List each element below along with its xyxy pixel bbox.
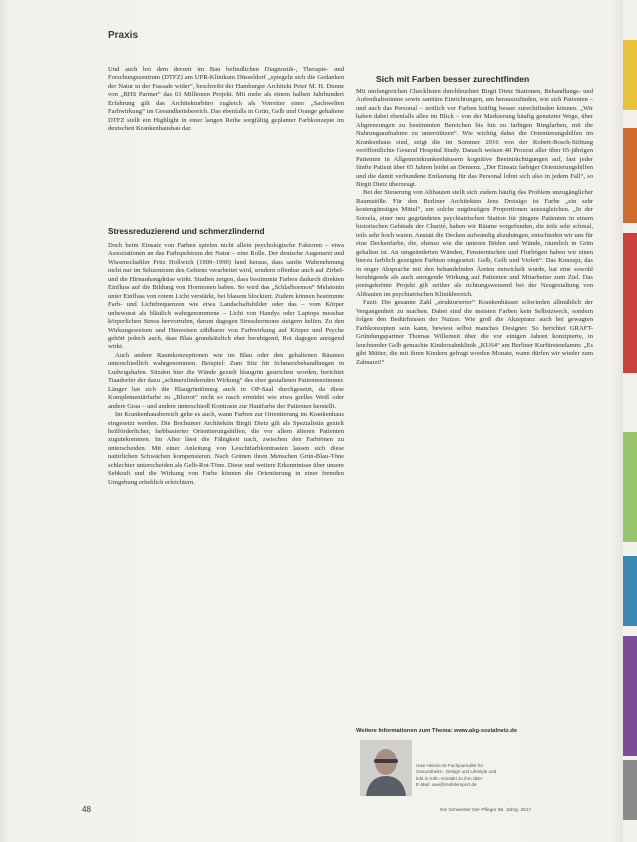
right-paragraph-3: Fazit: Die gesamte Zahl „strukturierter“ Krankenhäuser schwinden allmählich der Vergangenheit zu machen. Dabei sind die meisten Farben kein Selbstzweck, sondern folgen den Bedürfnissen der Nutzer. Wie groß die Akzeptanz auch bei gewagten Farbkonzepten sein kann, bewiest selbst manches Designer. So berichtet GRAFT-Gründungspartner Thomas Willemeit über die vor einigen Jahren konzipierte, in leuchtender Gelb gemachte Kinderzahnklinik „KU64“ am Berliner Kurfürstendamm: „Es gibt Mütter, die mit ihren Kindern gefragt worden Monate, wann dürfen wir wieder zum Zahnarzt!“ [356,299,593,366]
author-bio-line-3: lebt in Köln. Kontakt zu ihm über [416,775,483,781]
author-bio [416,763,581,788]
right-column [356,88,593,367]
color-tab-blue [623,556,637,626]
left-paragraph-1: Und auch bei dem derzeit im Bau befindlichen Diagnostik-, Therapie- und Forschungszentrum (DTFZ) am UPR-Klinikum Düsseldorf „spiegeln sich die Gedanken der Natur in der Fassade wider“, beschreibt der Hamburger Architekt Peter M. H. Dunne von „BHS Partner“ das 63 Millionen Projekt. Mit mehr als einem halben Jahrhundert Erfahrung gilt das Architekturbüro zugleich als Vorreiter einer „Sachwelten Farbwirkung“ im Gesundheitsbereich. Das ebenfalls in Grün, Gelb und Orange gehaltene DTFZ stellt ein Highlight in einer langen Reihe sorgfältig geplanter Farbkonzepte im deutschen Krankenhausbau dar. [108,66,344,133]
left-paragraph-2: Doch beim Einsatz von Farben spielen nicht allein psychologische Faktoren – etwa Assoziationen an das Farbspektrum der Natur – eine Rolle. Der deutsche Augenarzt und Wissenschaftler Fritz Hollwich (1909–1990) fand heraus, dass sanfte Wahrnehmung nicht nur im Sehzentrum des Gehirns verarbeitet wird, sondern offenbar auch auf Zirbel- und die Hirnanhangdrüse wirkt. Studien zeigen, dass bestimmte Farben dadurch direkten Einfluss auf die Bildung von Hormonen haben. So wird das „Schlafhormon“ Melatonin unter Einfluss von rotem Licht verstärkt, bei blauem blockiert. Zudem können bestimmte Farb- und Lichtfrequenzen wie etwa Landschaftsbilder oder das – vom Körper unbewusst als bläulich wahrgenommene – Licht von Handys oder Laptops messbar körperlichen Stress hervorrufen, darum dagegen Stresshormone steigern helfen. Zu den Wirkungsweisen und Hinweisen zählbarer von Farbwirkung auf Körper und Psyche gehört jedoch auch, dass Blau grundsätzlich eher beruhigend, Rot dagegen anregend wirkt. [108,242,344,351]
subheading-farben: Sich mit Farben besser zurechtfinden [376,74,530,84]
page-edge-shadow [612,0,623,842]
page-gutter-shadow [0,0,8,842]
color-tab-purple [623,636,637,756]
page-number: 48 [82,805,91,814]
author-bio-line-1: Uwe Heinze ist Fachjournalist für [416,763,484,768]
author-photo [360,740,412,796]
section-label: Praxis [108,30,139,41]
color-tab-yellow [623,40,637,110]
publication-footer: Die Schwester Der Pfleger 56. Jahrg. 2017 [440,808,532,813]
left-paragraph-3: Auch andere Raumkonzeptionen wie im Blau oder den gehaltenen Räumen unterschiedlich wahrgenommen. Beispiel: Zum Sitz für Schmerzbehandlungen in Ludwigshafen. Sitzden hier die Wände gezielt blaugrün gestrichen worden, berichtet Tiaadorfer der dazu „schmerzlindernden Wirkung“ des eher gestalteten Patientenzimmer. Länger hat sich die Blaugrüntönung auch in OP-Saal durchgesetzt, da diese Komplementärfarbe zu „Blutrot“ nicht so rasch ermüdet wie etwa grelles Weiß oder andere Grau – und andere unterschiedl Kontraste zur Hautfarbe der Patienten herstellt. [108,351,344,410]
author-bio-line-2: Gesundheits-, Design und Lifestyle und [416,769,497,775]
color-tab-grey [623,760,637,820]
right-paragraph-2: Bei der Steuerung von Altbauten stellt sich zudem häufig das Problem unzugänglicher Raumstöße. Für den Berliner Architekten Jens Dreisigo ist Farbe „ein sehr kostengünstiges Mittel“, um solche ungünstigen Proportionen auszugleichen. „In der Sorsela, einer neu gegründeten psychiatrischen Station für jüngere Patienten in einem historischen Gebäude der Charité, haben wir Räume vorgefunden, die teils sehr schmal, teils sehr hoch waren. Anstatt die Decken aufwändig abzuhängen, entschieden wir uns für eine Deckenfarbe, die, ebenso wie die unteren Böden und Wände, räumlich in Grün gehalten ist. An umgeänderten Wänden, Fensternischen und Flurbögen haben wir einen hierzu farblich gezeigten Farbton eingesetzt: Gelb, Gelb und Violett“. Das Konzept, das in enger Absprache mit den behandelnden Ärzten entwickelt wurde, hat eine sowohl beruhigende als auch anregende Wirkung auf Patienten und Mitarbeiter zum Ziel. Das preisgekrönte Projekt gilt seither als richtungsweisend bei der Neugestaltung von Altbauten im psychiatrischen Klinikbereich. [356,189,593,298]
left-column [108,66,344,134]
more-info-link[interactable]: Weitere Informationen zum Thema: www.akg-sozialnetz.de [356,728,518,734]
color-tab-red [623,233,637,373]
color-tab-green [623,432,637,542]
color-tab-orange [623,128,637,223]
left-paragraph-4: Im Krankenhausbereich gehe es auch, wann Farben zur Orientierung im Krankenhaus eingesetzt werden. Die Bochumer Architektin Birgit Dietz gilt als Spezialistin gezielt heilförderlicher, farbbasierter Orientierungshilfen, die vor allem älteren Patienten zugutekommen. Im Alter lässt die Fähigkeit nach, zwischen den Farbtönen zu unterscheiden. Mit einer Anleitung von Leuchtfarbkontrasten lassen sich diese natürlichen Schwächen kompensieren. Nach Grünen ihren Menschen Grün-Blau-Töne schlechter unterscheiden als Gelb-Rot-Töne. Diese und weitere Erkenntnisse über unsere Sehkraft und die Wirkung von Farbe können die Orientierung in einer fremden Umgebung erheblich erleichtern. [108,411,344,486]
left-column-lower [108,242,344,487]
subheading-stress: Stressreduzierend und schmerzlindernd [108,227,265,236]
right-paragraph-1: Mit umfangreichen Checklisten durchleuchtet Birgit Dietz Stationen, Behandlungs- und Aufenthaltsräume sowie sanitäre Einrichtungen, um herauszufinden, wie sich Patienten – und auch das Personal – zeitlich vor Farben kräftig besser zurechtfinden können. „Wir haben dabei ebenfalls alles im Blick – von der Markierung häufig genutzter Wege, über Abgrenzungen zu bestimmten Bereichen bis hin zu farbigen Ringfarben, mit die Nahrungsaufnahme zu unterstützen“. Wie wichtig dabei die Orientierungshilfen im Krankenhaus sind, zeigt die im Sommer 2016 von der Robert-Bosch-Stiftung veröffentlichte General Hospital Study. Danach weisen 40 Prozent aller über 65-jährigen Patienten in Allgemeinkrankenhäusern kognitive Beeinträchtigungen auf, fast jeder fünfte Patient über 65 Jahren leidet an Demenz. „Der Einsatz farbiger Orientierungshilfen und die damit verbundene Entlastung für das Personal lohnt sich also in jedem Fall“, so Birgit Dietz überzeugt. [356,88,593,188]
author-email[interactable]: E-Mail: uwe@mobilereport.de [416,781,477,787]
author-portrait-icon [360,740,412,796]
